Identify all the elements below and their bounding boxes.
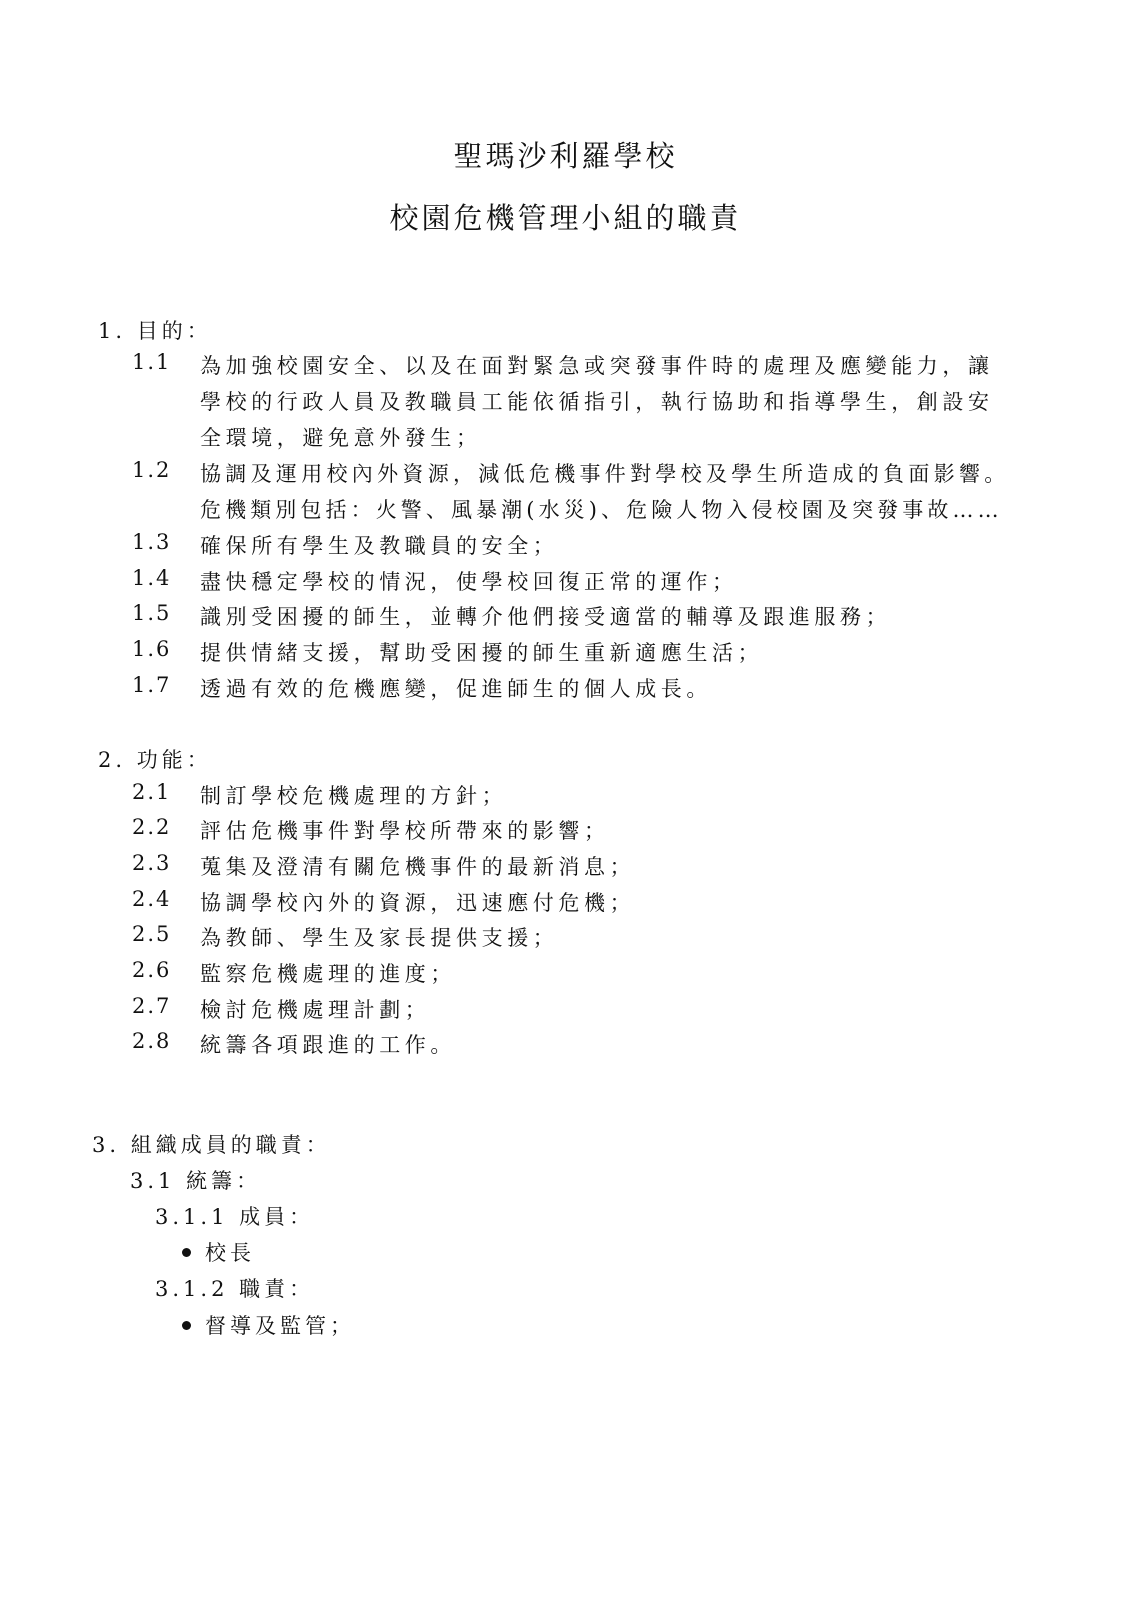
item-number: 1.1 (132, 350, 172, 374)
member-list-item (182, 1237, 255, 1267)
item-text-line: 識別受困擾的師生，並轉介他們接受適當的輔導及跟進服務； (200, 605, 892, 629)
item-text-line: 監察危機處理的進度； (200, 962, 456, 986)
item-number: 1.6 (132, 637, 172, 661)
item-text-line: 提供情緒支援，幫助受困擾的師生重新適應生活； (200, 641, 764, 665)
item-number: 1.4 (132, 566, 172, 590)
item-number: 1.7 (132, 673, 172, 697)
item-number: 2.7 (132, 994, 172, 1018)
item-number: 2.1 (132, 780, 172, 804)
item-text-line: 全環境，避免意外發生； (200, 426, 482, 450)
item-text-line: 協調及運用校內外資源，減低危機事件對學校及學生所造成的負面影響。 (200, 462, 1010, 486)
members-label: 3.1.1 成員： (155, 1205, 315, 1229)
bullet-icon (182, 1321, 191, 1330)
item-number: 1.3 (132, 530, 172, 554)
member-text: 校長 (205, 1241, 255, 1265)
item-number: 2.3 (132, 851, 172, 875)
item-text-line: 盡快穩定學校的情況，使學校回復正常的運作； (200, 570, 738, 594)
item-text-line: 透過有效的危機應變，促進師生的個人成長。 (200, 677, 712, 701)
section-3-heading: 3. 組織成員的職責： (92, 1133, 331, 1157)
item-number: 2.8 (132, 1029, 172, 1053)
item-text-line: 危機類別包括：火警、風暴潮(水災)、危險人物入侵校園及突發事故…… (200, 498, 1003, 522)
item-text-line: 學校的行政人員及教職員工能依循指引，執行協助和指導學生，創設安 (200, 390, 994, 414)
section-1-heading: 1. 目的： (98, 319, 212, 343)
item-text-line: 協調學校內外的資源，迅速應付危機； (200, 891, 636, 915)
item-text-line: 評估危機事件對學校所帶來的影響； (200, 819, 610, 843)
item-number: 1.5 (132, 601, 172, 625)
subsection-label: 3.1 統籌： (130, 1169, 262, 1193)
document-title: 校園危機管理小組的職責 (389, 201, 742, 235)
item-number: 1.2 (132, 458, 172, 482)
duties-label: 3.1.2 職責： (155, 1277, 315, 1301)
bullet-icon (182, 1248, 191, 1257)
item-text-line: 蒐集及澄清有關危機事件的最新消息； (200, 855, 636, 879)
item-text-line: 為加強校園安全、以及在面對緊急或突發事件時的處理及應變能力，讓 (200, 354, 994, 378)
duty-text: 督導及監管； (205, 1314, 355, 1338)
item-text-line: 為教師、學生及家長提供支援； (200, 926, 559, 950)
section-2-heading: 2. 功能： (98, 748, 212, 772)
duty-list-item (182, 1310, 355, 1340)
item-number: 2.6 (132, 958, 172, 982)
item-text-line: 制訂學校危機處理的方針； (200, 784, 508, 808)
item-text-line: 確保所有學生及教職員的安全； (200, 534, 559, 558)
item-number: 2.4 (132, 887, 172, 911)
item-number: 2.5 (132, 922, 172, 946)
school-name: 聖瑪沙利羅學校 (453, 139, 678, 173)
item-number: 2.2 (132, 815, 172, 839)
item-text-line: 檢討危機處理計劃； (200, 998, 431, 1022)
item-text-line: 統籌各項跟進的工作。 (200, 1033, 456, 1057)
